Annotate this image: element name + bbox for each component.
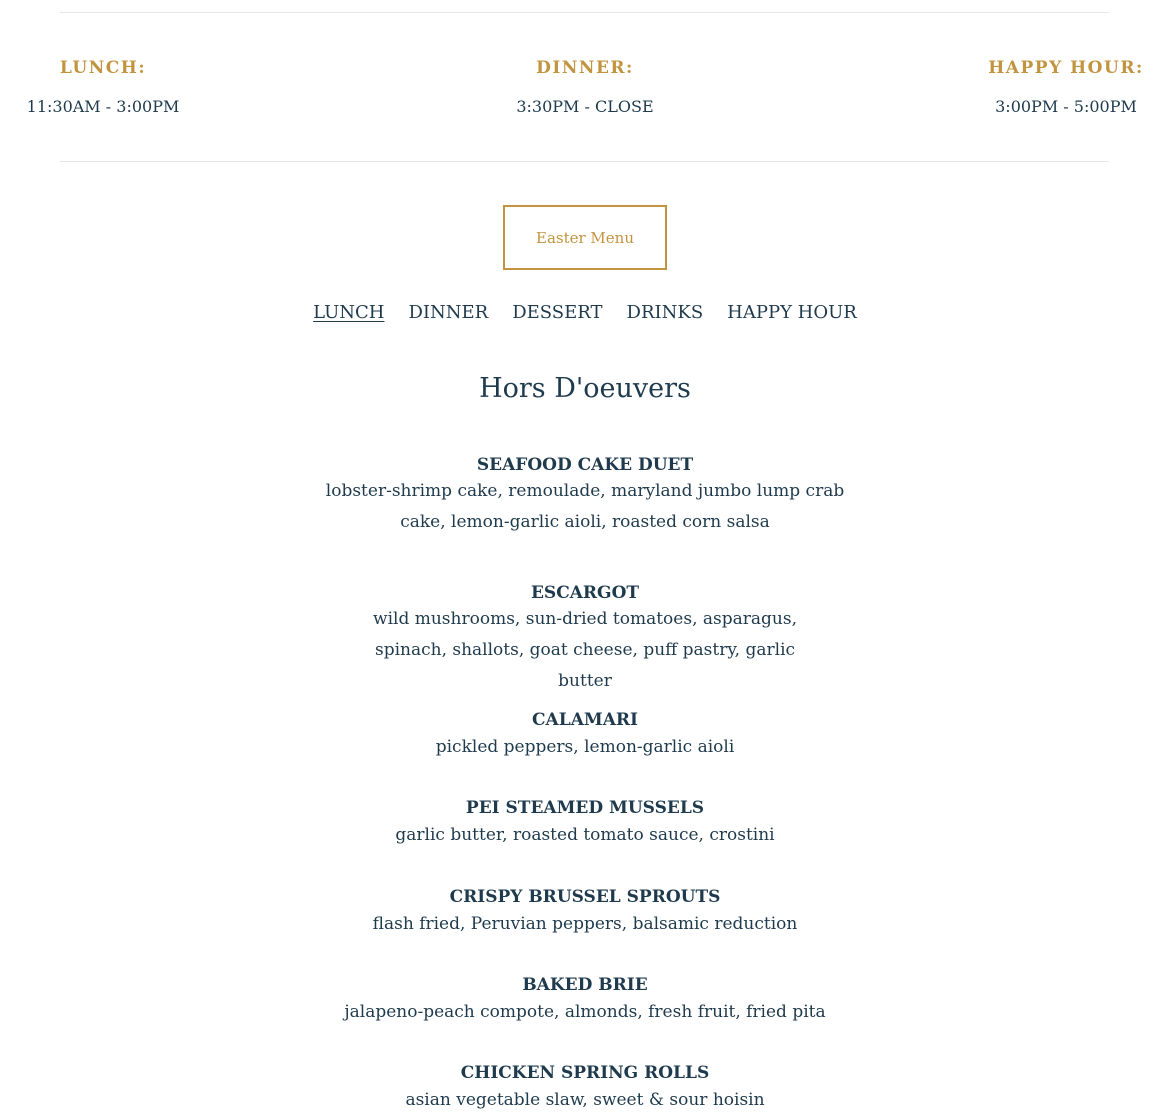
tab-drinks[interactable]: DRINKS bbox=[626, 302, 704, 323]
menu-item-name: ESCARGOT bbox=[530, 583, 640, 603]
section-title: Hors D'oeuvers bbox=[479, 373, 691, 404]
menu-item-description: wild mushrooms, sun-dried tomatoes, asparagus, spinach, shallots, goat cheese, puff pastry, garlic butter bbox=[373, 609, 797, 691]
menu-item-name: SEAFOOD CAKE DUET bbox=[476, 455, 694, 475]
menu-item-escargot bbox=[0, 582, 1170, 697]
hours-happy-hour bbox=[986, 56, 1146, 118]
menu-item-name: BAKED BRIE bbox=[522, 975, 648, 995]
tab-happy-hour[interactable]: HAPPY HOUR bbox=[727, 302, 857, 323]
menu-item-description: garlic butter, roasted tomato sauce, crostini bbox=[395, 825, 775, 845]
hours-divider bbox=[60, 161, 1109, 162]
menu-item-chicken-spring-rolls bbox=[0, 1062, 1170, 1116]
menu-item-baked-brie bbox=[0, 974, 1170, 1028]
hours-dinner-label: DINNER: bbox=[536, 58, 634, 78]
menu-item-seafood-cake-duet bbox=[0, 454, 1170, 538]
menu-item-description: asian vegetable slaw, sweet & sour hoisin bbox=[405, 1090, 765, 1110]
tab-dessert[interactable]: DESSERT bbox=[512, 302, 603, 323]
hours-lunch-label: LUNCH: bbox=[59, 58, 147, 78]
easter-menu-button[interactable]: Easter Menu bbox=[503, 205, 667, 270]
menu-item-name: CHICKEN SPRING ROLLS bbox=[460, 1063, 710, 1083]
menu-item-name: CALAMARI bbox=[532, 710, 638, 730]
tab-lunch[interactable]: LUNCH bbox=[313, 302, 385, 323]
top-divider bbox=[60, 12, 1109, 13]
menu-tabs bbox=[0, 300, 1170, 326]
menu-item-description: lobster-shrimp cake, remoulade, maryland jumbo lump crab cake, lemon-garlic aioli, roasted corn salsa bbox=[325, 481, 845, 532]
menu-item-name: CRISPY BRUSSEL SPROUTS bbox=[449, 887, 721, 907]
hours-happy-hour-label: HAPPY HOUR: bbox=[988, 58, 1144, 78]
menu-item-description: flash fried, Peruvian peppers, balsamic reduction bbox=[372, 914, 798, 934]
menu-item-pei-steamed-mussels bbox=[0, 797, 1170, 851]
hours-lunch bbox=[18, 56, 188, 118]
menu-item-description: pickled peppers, lemon-garlic aioli bbox=[435, 737, 735, 757]
menu-item-crispy-brussel-sprouts bbox=[0, 886, 1170, 940]
menu-item-calamari bbox=[0, 709, 1170, 763]
tab-dinner[interactable]: DINNER bbox=[408, 302, 489, 323]
hours-dinner-value: 3:30PM - CLOSE bbox=[516, 97, 654, 116]
menu-item-name: PEI STEAMED MUSSELS bbox=[465, 798, 705, 818]
hours-dinner bbox=[485, 56, 685, 118]
hours-lunch-value: 11:30AM - 3:00PM bbox=[26, 97, 180, 116]
menu-item-description: jalapeno-peach compote, almonds, fresh fruit, fried pita bbox=[344, 1002, 826, 1022]
hours-happy-hour-value: 3:00PM - 5:00PM bbox=[995, 97, 1137, 116]
